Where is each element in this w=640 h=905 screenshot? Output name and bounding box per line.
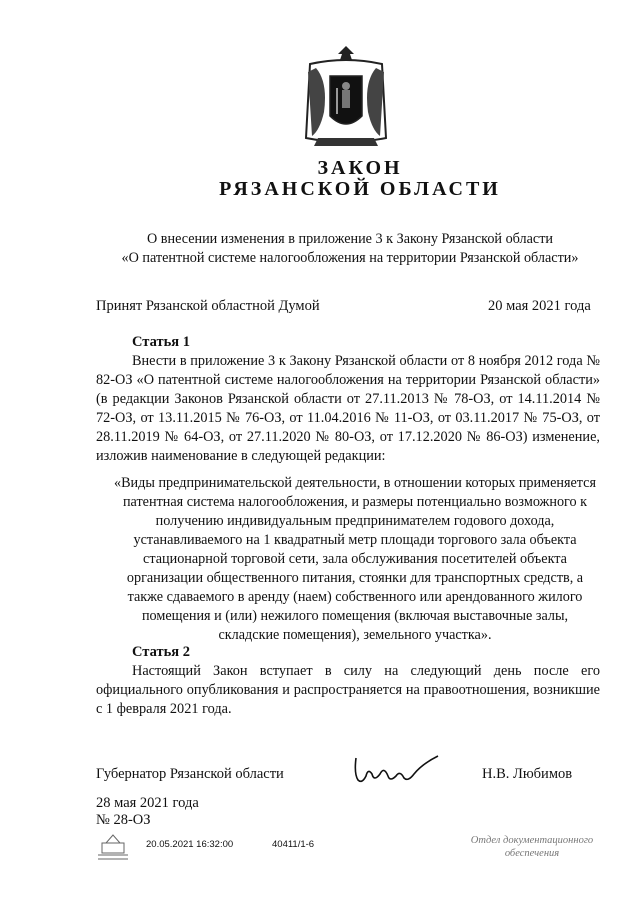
document-title-line2: РЯЗАНСКОЙ ОБЛАСТИ [219,178,501,200]
article2-text: Настоящий Закон вступает в силу на следующий день после его официального опубликования и распространяется на правоотношения, возникшие с 1 февраля 2021 года. [96,663,600,717]
document-title-line1: ЗАКОН [317,157,403,179]
article2-heading: Статья 2 [132,644,190,660]
signer-position: Губернатор Рязанской области [96,766,284,782]
article2-body [96,662,600,719]
article1-heading: Статья 1 [132,334,190,350]
adoption-date: 20 мая 2021 года [488,298,591,314]
subtitle-line2: «О патентной системе налогообложения на территории Рязанской области» [121,250,579,266]
coat-of-arms-icon [298,42,394,152]
adoption-text: Принят Рязанской областной Думой [96,298,320,314]
registry-stamp-icon [96,833,130,863]
article1-body [96,352,600,466]
signing-date: 28 мая 2021 года [96,795,199,811]
handwritten-signature-icon [350,752,442,788]
article1-text: Внести в приложение 3 к Закону Рязанской области от 8 ноября 2012 года № 82-ОЗ «О патентной системе налогообложения на территории Рязанской области» (в редакции Законов Рязанской области от 27.11.2013 № 78-ОЗ, от 14.11.2014 № 72-ОЗ, от 13.11.2015 № 76-ОЗ, от 11.04.2016 № 11-ОЗ, от 03.11.2017 № 75-ОЗ, от 28.11.2019 № 64-ОЗ, от 27.11.2020 № 80-ОЗ, от 17.12.2020 № 86-ОЗ) изменение, изложив наименование в следующей редакции: [96,353,600,464]
signer-name: Н.В. Любимов [482,766,573,782]
law-number: № 28-ОЗ [96,812,151,828]
document-subtitle [60,230,640,268]
subtitle-line1: О внесении изменения в приложение 3 к Закону Рязанской области [146,231,553,247]
footer-reg-number: 40411/1-6 [272,839,315,850]
article1-quote: «Виды предпринимательской деятельности, в отношении которых применяется патентная система налогообложения, и размеры потенциально возможного к получению индивидуальным предпринимателем годового дохода, устанавливаемого на 1 квадратный метр площади торгового зала объекта стационарной торговой сети, зала обслуживания посетителей объекта организации общественного питания, стоянки для транспортных средств, а также сдаваемого в аренду (наем) собственного или арендованного жилого помещения и (или) нежилого помещения (включая выставочные залы, складские помещения), земельного участка». [114,475,596,643]
department-stamp: Отдел документационного обеспечения [470,835,594,859]
footer-timestamp: 20.05.2021 16:32:00 [146,839,234,850]
